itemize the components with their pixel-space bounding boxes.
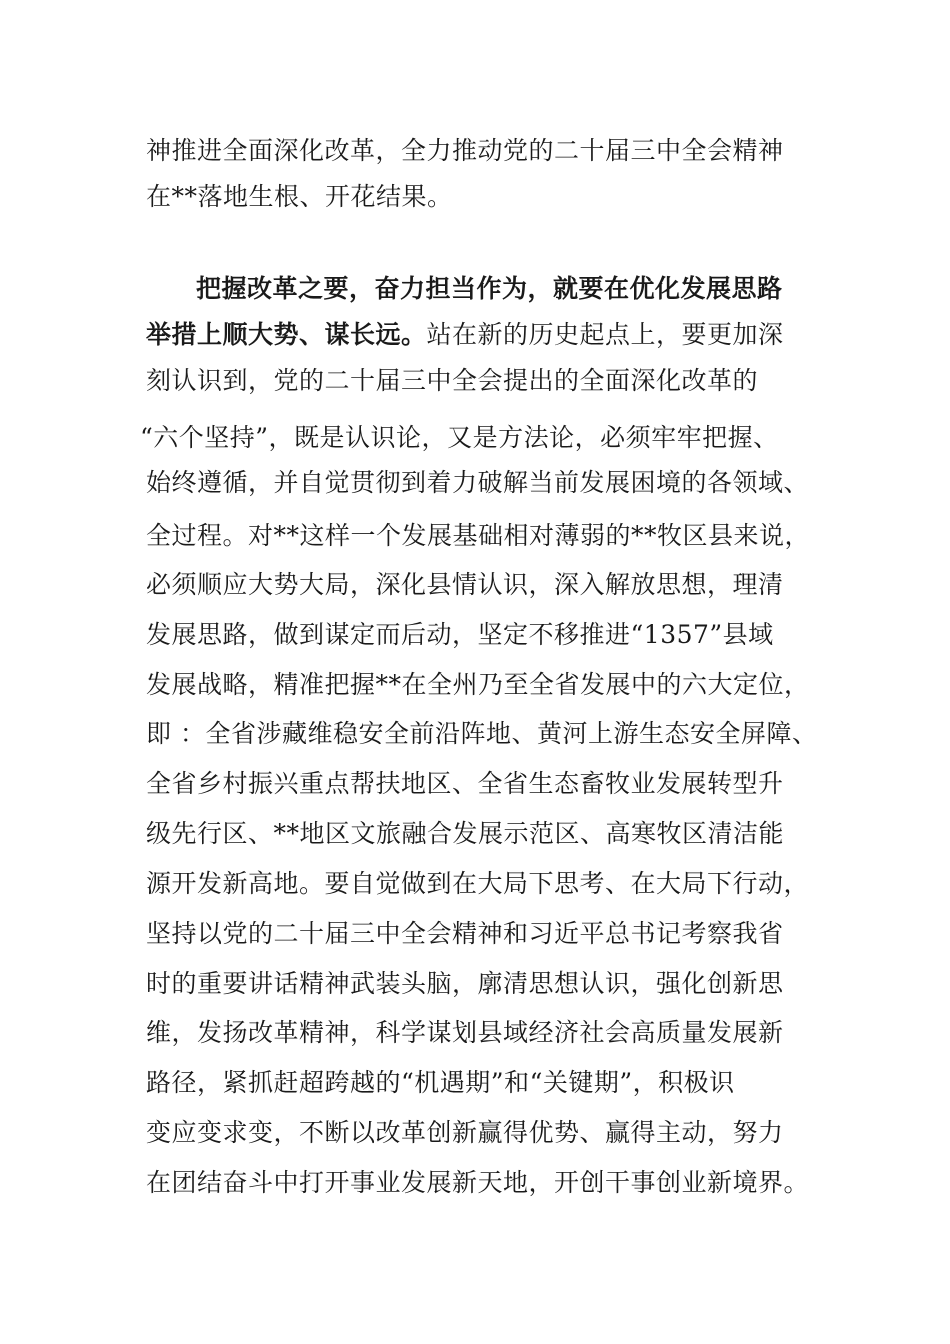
paragraph-2-heading-line-2: 举措上顺大势、谋长远。 (146, 320, 427, 349)
paragraph-2-line-18: 变应变求变，不断以改革创新赢得优势、赢得主动，努力 (146, 1118, 784, 1147)
paragraph-2-line-5: 始终遵循，并自觉贯彻到着力破解当前发展困境的各领域、 (146, 468, 810, 497)
paragraph-2-line-11: 全省乡村振兴重点帮扶地区、全省生态畜牧业发展转型升 (146, 769, 784, 798)
paragraph-2-line-2 (146, 318, 784, 352)
paragraph-2-line-19: 在团结奋斗中打开事业发展新天地，开创干事创业新境界。 (146, 1168, 810, 1197)
paragraph-2-line-9: 发展战略，精准把握**在全州乃至全省发展中的六大定位， (146, 670, 810, 699)
paragraph-2-line-14: 坚持以党的二十届三中全会精神和习近平总书记考察我省 (146, 919, 784, 948)
paragraph-2-line-3: 刻认识到，党的二十届三中全会提出的全面深化改革的 (146, 366, 759, 395)
paragraph-2-heading-line-1: 把握改革之要，奋力担当作为，就要在优化发展思路 (196, 274, 783, 303)
paragraph-2-line-17: 路径，紧抓赶超跨越的“机遇期”和“关键期”，积极识 (146, 1068, 735, 1097)
paragraph-2-line-16: 维，发扬改革精神，科学谋划县域经济社会高质量发展新 (146, 1018, 784, 1047)
paragraph-2-line-10: 即 ：全省涉藏维稳安全前沿阵地、黄河上游生态安全屏障、 (146, 719, 818, 748)
paragraph-1-line-1: 神推进全面深化改革，全力推动党的二十届三中全会精神 (146, 136, 784, 165)
paragraph-1-line-2: 在**落地生根、开花结果。 (146, 182, 453, 211)
paragraph-2-line-7: 必须顺应大势大局，深化县情认识，深入解放思想，理清 (146, 570, 784, 599)
paragraph-2-line-6: 全过程。对**这样一个发展基础相对薄弱的**牧区县来说， (146, 521, 811, 550)
paragraph-2-line-12: 级先行区、**地区文旅融合发展示范区、高寒牧区清洁能 (146, 819, 785, 848)
paragraph-2-line-2-rest: 站在新的历史起点上，要更加深 (426, 320, 784, 349)
paragraph-2-line-13: 源开发新高地。要自觉做到在大局下思考、在大局下行动， (146, 869, 810, 898)
paragraph-2-line-15: 时的重要讲话精神武装头脑，廓清思想认识，强化创新思 (146, 969, 784, 998)
paragraph-2-line-4: “六个坚持”，既是认识论，又是方法论，必须牢牢把握、 (140, 423, 779, 452)
paragraph-2-line-8: 发展思路，做到谋定而后动，坚定不移推进“1357”县域 (146, 620, 774, 649)
